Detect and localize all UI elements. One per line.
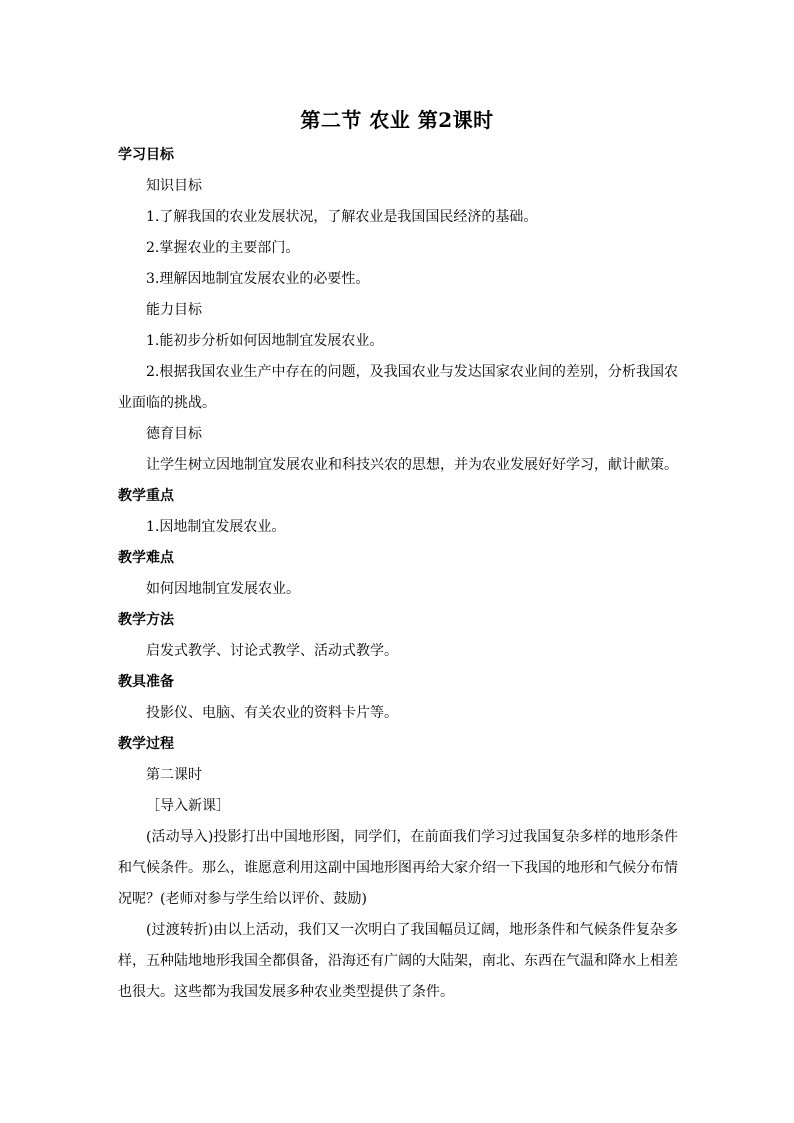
document-body: [118, 140, 678, 1008]
intro-label: ［导入新课］: [146, 798, 230, 814]
difficulty-heading: 教学难点: [118, 550, 174, 566]
tools-heading: 教具准备: [118, 674, 174, 690]
method-heading: 教学方法: [118, 612, 174, 628]
knowledge-item-2: 2.掌握农业的主要部门。: [146, 240, 300, 256]
key-text: 1.因地制宜发展农业。: [146, 519, 286, 535]
lesson-label: 第二课时: [146, 767, 202, 783]
moral-heading: 德育目标: [146, 426, 202, 442]
tools-text: 投影仪、电脑、有关农业的资料卡片等。: [146, 705, 398, 721]
ability-item-1: 1.能初步分析如何因地制宜发展农业。: [146, 333, 384, 349]
knowledge-heading: 知识目标: [146, 178, 202, 194]
difficulty-text: 如何因地制宜发展农业。: [146, 581, 300, 597]
process-heading: 教学过程: [118, 736, 174, 752]
key-heading: 教学重点: [118, 488, 174, 504]
objectives-heading: 学习目标: [118, 147, 174, 163]
paragraph-2: (过渡转折)由以上活动，我们又一次明白了我国幅员辽阔，地形条件和气候条件复杂多样，五种陆地地形我国全都俱备，沿海还有广阔的大陆架，南北、东西在气温和降水上相差也很大。这些都为我国发展多种农业类型提供了条件。: [118, 922, 678, 1000]
ability-heading: 能力目标: [146, 302, 202, 318]
page-title: 第二节 农业 第2课时: [300, 108, 494, 132]
method-text: 启发式教学、讨论式教学、活动式教学。: [146, 643, 398, 659]
knowledge-item-3: 3.理解因地制宜发展农业的必要性。: [146, 271, 370, 287]
moral-text: 让学生树立因地制宜发展农业和科技兴农的思想，并为农业发展好好学习，献计献策。: [146, 457, 678, 473]
knowledge-item-1: 1.了解我国的农业发展状况，了解农业是我国国民经济的基础。: [146, 209, 538, 225]
paragraph-1: (活动导入)投影打出中国地形图，同学们，在前面我们学习过我国复杂多样的地形条件和气候条件。那么，谁愿意利用这副中国地形图再给大家介绍一下我国的地形和气候分布情况呢？(老师对参与学生给以评价、鼓励): [118, 829, 678, 907]
ability-item-2: 2.根据我国农业生产中存在的问题，及我国农业与发达国家农业间的差别，分析我国农业面临的挑战。: [118, 364, 678, 411]
